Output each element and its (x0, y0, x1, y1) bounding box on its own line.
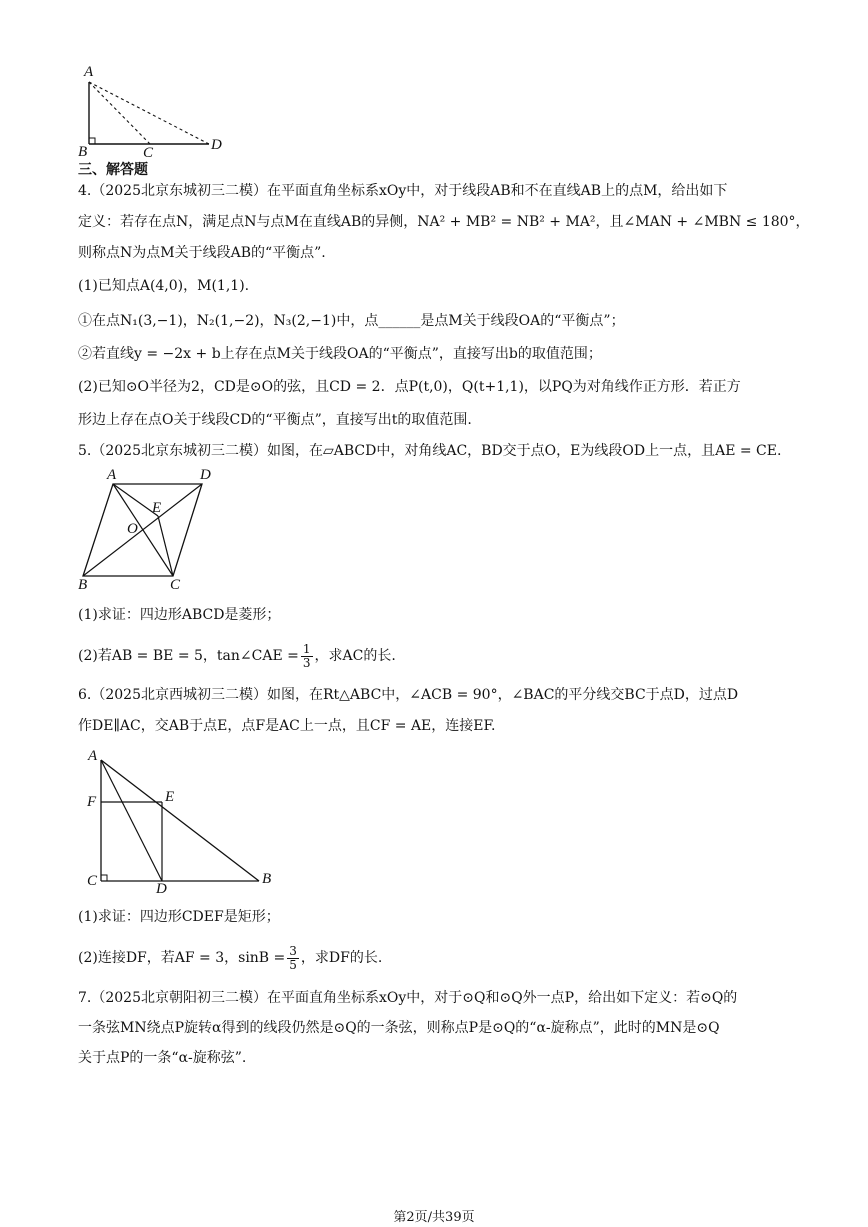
fig1-label-d: D (211, 137, 222, 153)
fig3-label-b: B (262, 871, 272, 887)
fig3-label-a: A (88, 748, 98, 764)
fig3-label-f: F (87, 794, 97, 810)
q6-part-2 (78, 941, 382, 975)
q6-part-2-pre: (2)连接DF，若AF = 3，sinB = (78, 950, 286, 966)
q6-fraction (287, 945, 299, 972)
q4-line-8: 形边上存在点O关于线段CD的“平衡点”，直接写出t的取值范围. (78, 412, 472, 428)
fig3-segment-ad (101, 760, 162, 881)
q6-part-1: (1)求证：四边形CDEF是矩形； (78, 909, 280, 925)
section-heading: 三、解答题 (78, 162, 148, 178)
fig3-label-e: E (165, 789, 175, 805)
q7-line-2: 一条弦MN绕点P旋转α得到的线段仍然是⊙Q的一条弦，则称点P是⊙Q的“α-旋称点”，此时的MN是⊙Q (78, 1020, 720, 1036)
fig3-right-angle-mark (101, 875, 107, 881)
q4-line-7: (2)已知⊙O半径为2，CD是⊙O的弦，且CD = 2．点P(t,0)，Q(t+1,1)，以PQ为对角线作正方形．若正方 (78, 379, 741, 395)
q5-fraction-numerator: 1 (302, 641, 311, 656)
q6-line-1: 6.（2025北京西城初三二模）如图，在Rt△ABC中，∠ACB = 90°，∠BAC的平分线交BC于点D，过点D (78, 687, 739, 703)
q5-fraction-denominator: 3 (302, 655, 311, 670)
fig3-segment-ab (101, 760, 259, 881)
fig1-label-c: C (143, 145, 154, 161)
fig1-label-b: B (78, 144, 88, 160)
q6-part-2-post: ，求DF的长. (300, 950, 383, 966)
q6-fraction-numerator: 3 (289, 943, 297, 958)
q4-line-3: 则称点N为点M关于线段AB的“平衡点”. (78, 245, 326, 261)
q4-line-4: (1)已知点A(4,0)，M(1,1). (78, 278, 250, 294)
q5-part-2-pre: (2)若AB = BE = 5，tan∠CAE = (78, 648, 299, 664)
q7-line-1: 7.（2025北京朝阳初三二模）在平面直角坐标系xOy中，对于⊙Q和⊙Q外一点P，给出如下定义：若⊙Q的 (78, 990, 738, 1006)
q5-part-2-post: ，求AC的长. (314, 648, 396, 664)
fig2-label-b: B (78, 577, 88, 593)
q5-line-1: 5.（2025北京东城初三二模）如图，在▱ABCD中，对角线AC，BD交于点O，E为线段OD上一点，且AE = CE. (78, 443, 782, 459)
fig2-label-e: E (152, 500, 162, 516)
q4-line-1: 4.（2025北京东城初三二模）在平面直角坐标系xOy中，对于线段AB和不在直线AB上的点M，给出如下 (78, 183, 728, 199)
fig3-label-d: D (156, 881, 167, 897)
q7-line-3: 关于点P的一条“α-旋称弦”. (78, 1050, 247, 1066)
q4-line-6: ②若直线y = −2x + b上存在点M关于线段OA的“平衡点”，直接写出b的取值范围； (78, 346, 602, 362)
fig2-label-d: D (200, 467, 211, 483)
page-footer: 第2页/共39页 (393, 1210, 475, 1225)
q4-line-2: 定义：若存在点N，满足点N与点M在直线AB的异侧，NA² + MB² = NB² + MA²，且∠MAN + ∠MBN ≤ 180°， (78, 214, 810, 230)
fig2-label-a: A (107, 467, 117, 483)
q6-fraction-denominator: 5 (289, 957, 297, 972)
fig3-label-c: C (87, 873, 98, 889)
fig1-label-a: A (84, 64, 94, 80)
fig2-label-o: O (127, 521, 138, 537)
q6-line-2: 作DE∥AC，交AB于点E，点F是AC上一点，且CF = AE，连接EF. (78, 718, 496, 734)
q4-line-5: ①在点N₁(3,−1)，N₂(1,−2)，N₃(2,−1)中，点______是点M关于线段OA的“平衡点”； (78, 313, 625, 329)
q5-part-1: (1)求证：四边形ABCD是菱形； (78, 607, 281, 623)
fig2-label-c: C (170, 577, 181, 593)
